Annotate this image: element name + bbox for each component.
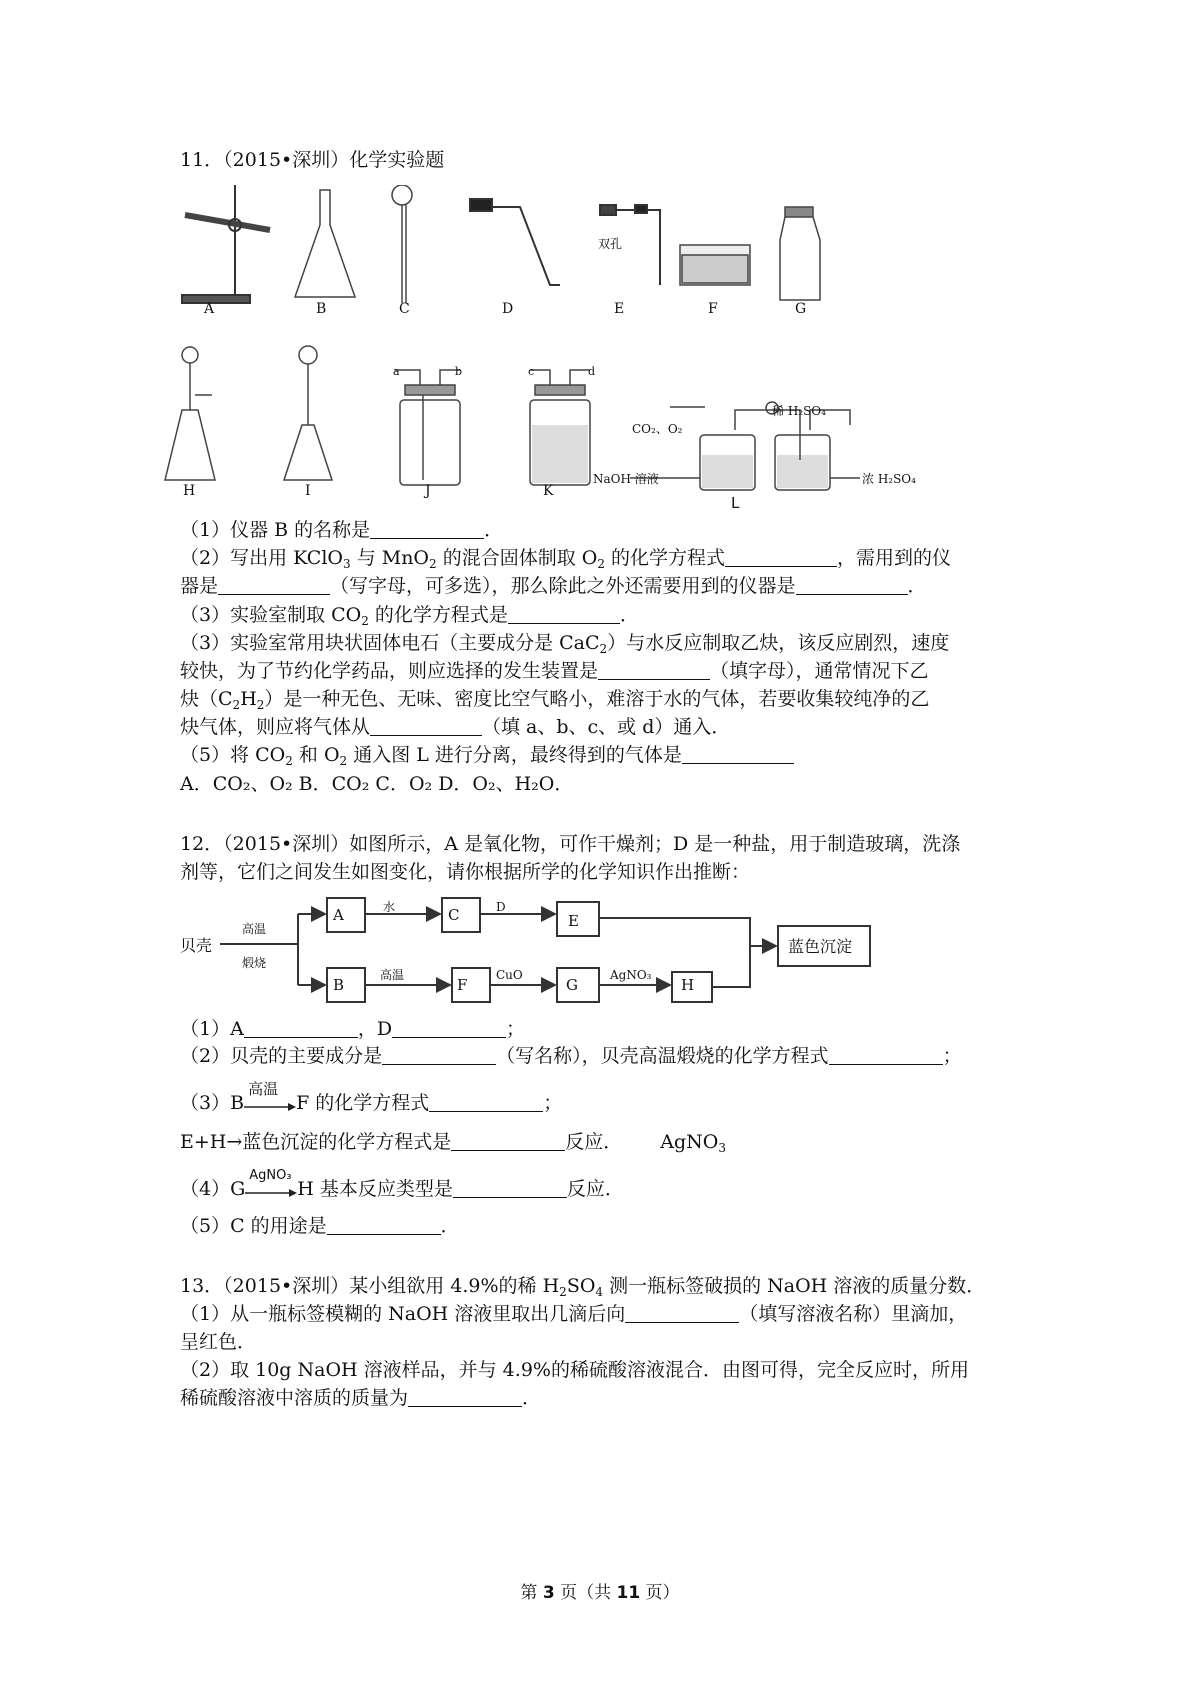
q12-part4: （4）G AgNO₃ H 基本反应类型是 反应． [180, 1168, 624, 1200]
q12-part5: （5）C 的用途是 ． [180, 1215, 460, 1237]
answer-blank[interactable] [327, 1214, 441, 1235]
label-E: E [614, 301, 625, 317]
funnel-drawing [392, 185, 412, 303]
label-L: L [731, 494, 740, 512]
q12-part1: （1）A ，D ； [180, 1018, 526, 1040]
q12-part2: （2）贝壳的主要成分是 （写名称），贝壳高温煅烧的化学方程式 ； [180, 1045, 962, 1067]
label-E-double-hole: 双孔 [598, 237, 623, 251]
q12-title-line2: 剂等，它们之间发生如图变化，请你根据所学的化学知识作出推断： [180, 861, 751, 883]
label-G: G [795, 301, 807, 317]
q11-options: A．CO₂、O₂ B．CO₂ C．O₂ D．O₂、H₂O． [180, 773, 574, 795]
label-L-naoh: NaOH 溶液 [593, 472, 659, 486]
flow-node-A: A [333, 906, 344, 924]
q12-part3: （3）B 高温 F 的化学方程式 ； [180, 1080, 563, 1114]
answer-blank[interactable] [829, 1044, 943, 1065]
q13-title: 13．（2015•深圳）某小组欲用 4.9%的稀 $H_2SO_4$ 测一瓶标签破损的 NaOH 溶液的质量分数． [180, 1275, 986, 1299]
high-temp-arrow: 高温 [244, 1088, 296, 1115]
answer-blank[interactable] [218, 574, 330, 595]
answer-blank[interactable] [725, 546, 837, 567]
answer-blank[interactable] [408, 1386, 522, 1407]
answer-blank[interactable] [429, 1091, 543, 1112]
label-L-dilute-acid: 稀 H₂SO₄ [772, 404, 826, 418]
answer-blank[interactable] [796, 574, 908, 595]
gas-wash-bottle-K [530, 370, 590, 485]
q12-title-line1: 12．（2015•深圳）如图所示，A 是氧化物，可作干燥剂；D 是一种盐，用于制造玻璃，洗涤 [180, 833, 961, 855]
answer-blank[interactable] [382, 1044, 496, 1065]
answer-blank[interactable] [598, 659, 710, 680]
conical-flask-drawing [295, 190, 355, 297]
answer-blank[interactable] [370, 518, 484, 539]
answer-blank[interactable] [370, 715, 482, 736]
flow-start: 贝壳 [180, 936, 213, 955]
trough-drawing [680, 245, 750, 285]
label-L-conc-acid: 浓 H₂SO₄ [862, 472, 916, 486]
agno3-arrow: AgNO₃ [245, 1174, 297, 1201]
label-H: H [183, 483, 196, 499]
label-F: F [708, 301, 718, 317]
port-a: a [393, 365, 400, 378]
flow-result: 蓝色沉淀 [788, 937, 853, 956]
q13-part1-line2: 呈红色． [180, 1331, 257, 1353]
label-A: A [204, 301, 215, 317]
label-B: B [316, 301, 327, 317]
answer-blank[interactable] [451, 1130, 565, 1151]
flow-node-F: F [457, 976, 468, 994]
answer-blank[interactable] [508, 603, 620, 624]
label-J: J [425, 483, 431, 499]
answer-blank[interactable] [682, 743, 794, 764]
q13-part2-line2: 稀硫酸溶液中溶质的质量为 ． [180, 1387, 542, 1409]
q11-part2-line1: （2）写出用 KClO$_3$ 与 MnO$_2$ 的混合固体制取 $O_2$ 的化学方程式 ，需用到的仪 [180, 547, 952, 571]
label-K: K [543, 483, 554, 499]
flow-node-B: B [333, 976, 345, 994]
label-C: C [399, 301, 410, 317]
flow-edge-water: 水 [383, 900, 396, 914]
bent-tube-drawing [470, 199, 560, 285]
q13-part2-line1: （2）取 10g NaOH 溶液样品，并与 4.9%的稀硫酸溶液混合．由图可得，完全反应时，所用 [180, 1359, 969, 1381]
q11-part1: （1）仪器 B 的名称是 ． [180, 519, 504, 541]
q11-part4-line2: 较快，为了节约化学药品，则应选择的发生装置是 （填字母），通常情况下乙 [180, 660, 929, 682]
flow-node-G: G [566, 976, 578, 994]
answer-blank[interactable] [244, 1017, 358, 1038]
q11-part2-line2: 器是 （写字母，可多选），那么除此之外还需要用到的仪器是 ． [180, 575, 927, 597]
flow-cond-top: 高温 [242, 922, 267, 936]
answer-blank[interactable] [392, 1017, 506, 1038]
port-d: d [588, 365, 596, 378]
flow-node-E: E [568, 912, 579, 930]
port-b: b [455, 365, 463, 378]
q11-part4-line4: 炔气体，则应将气体从 （填 a、b、c、或 d）通入． [180, 716, 731, 738]
answer-blank[interactable] [453, 1177, 567, 1198]
flow-node-H: H [681, 976, 695, 994]
label-L-gas-in: CO₂、O₂ [632, 422, 683, 436]
flask-with-funnel-I [284, 346, 332, 480]
q11-part3: （3）实验室制取 $CO_2$ 的化学方程式是 ． [180, 604, 639, 628]
flow-edge-AgNO3: AgNO₃ [610, 968, 652, 982]
flow-edge-CuO: CuO [496, 968, 523, 982]
iron-stand-drawing [182, 185, 270, 303]
flow-node-C: C [448, 906, 460, 924]
flask-with-funnel-H [165, 347, 215, 480]
flow-cond-bot: 煅烧 [242, 956, 267, 970]
page-footer: 第 3 页（共 11 页） [520, 1583, 680, 1603]
answer-blank[interactable] [625, 1302, 739, 1323]
q11-part4-line1: （3）实验室常用块状固体电石（主要成分是 CaC$_2$）与水反应制取乙炔，该反应剧烈，速度 [180, 632, 950, 656]
port-c: c [528, 365, 535, 378]
q11-title: 11．（2015•深圳）化学实验题 [180, 149, 445, 171]
label-I: I [305, 483, 311, 499]
q11-part5: （5）将 $CO_2$ 和 $O_2$ 通入图 L 进行分离，最终得到的气体是 [180, 742, 794, 775]
flow-edge-D: D [496, 900, 506, 914]
gas-wash-bottle-J [395, 370, 460, 485]
apparatus-row-1 [180, 185, 900, 345]
q11-part4-line3: 炔$(C_2H_2)$是一种无色、无味、密度比空气略小，难溶于水的气体，若要收集较纯净的乙 [180, 688, 930, 712]
label-D: D [502, 301, 514, 317]
gas-bottle-drawing [780, 207, 820, 300]
q13-part1-line1: （1）从一瓶标签模糊的 NaOH 溶液里取出几滴后向 （填写溶液名称）里滴加， [180, 1303, 968, 1325]
flow-edge-high-temp: 高温 [380, 968, 405, 982]
q12-part3b: E+H→蓝色沉淀的化学方程式是 反应． AgNO$_3$ [180, 1131, 727, 1155]
